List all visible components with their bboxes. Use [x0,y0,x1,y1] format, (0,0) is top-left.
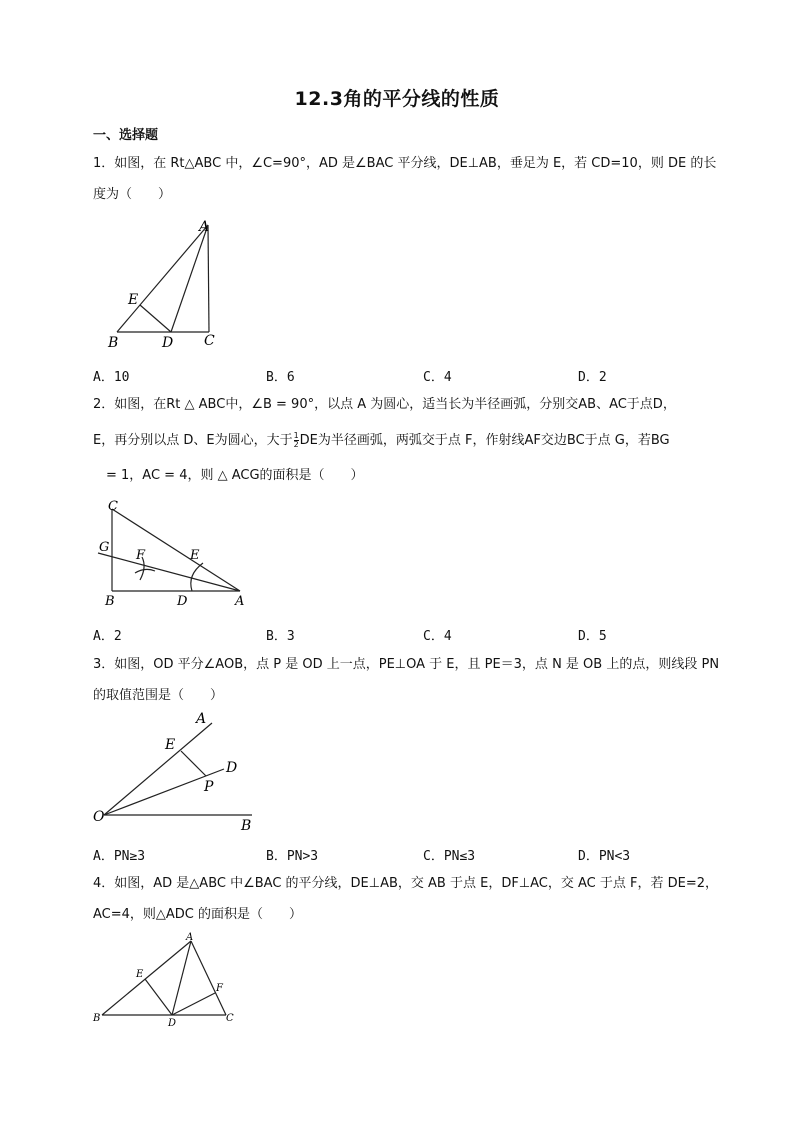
q1-option-b[interactable]: B．6 [266,370,295,385]
q1-option-d[interactable]: D．2 [578,370,607,385]
page-title: 12.3角的平分线的性质 [294,88,500,110]
q2-text-line2 [93,432,670,450]
q3-label-p: P [204,779,214,795]
q3-label-e: E [165,737,176,753]
q2-label-b: B [105,594,115,609]
q3-option-c[interactable]: C．PN≤3 [423,849,476,864]
q4-text-line2: AC=4，则△ADC 的面积是（ ） [93,907,303,922]
q4-label-f: F [216,983,223,994]
q2-frac-den: 2 [293,440,299,449]
q3-label-a: A [196,711,207,727]
q1-label-e: E [128,292,139,308]
q1-label-d: D [162,335,174,351]
q4-side-ac [191,941,226,1015]
q3-option-b[interactable]: B．PN>3 [266,849,319,864]
q1-bisector-ad [171,225,208,332]
q2-fraction [294,432,299,449]
q3-figure [90,706,265,834]
q2-frac-num: 1 [293,431,299,440]
q1-label-a: A [199,219,210,235]
q3-label-o: O [93,809,105,825]
q3-label-b: B [241,818,252,834]
q2-text-line2-part2: DE为半径画弧，两弧交于点 F，作射线AF交边BC于点 G，若BG [299,433,670,448]
q3-text-line1: 3．如图，OD 平分∠AOB，点 P 是 OD 上一点，PE⊥OA 于 E，且 PE＝3，点 N 是 OB 上的点，则线段 PN [93,657,720,672]
q1-label-c: C [204,333,215,349]
q2-text-line2-part1: E，再分别以点 D、E为圆心，大于 [93,433,293,448]
q1-option-c[interactable]: C．4 [423,370,452,385]
q2-arc-f2 [135,569,155,573]
q4-bisector-ad [172,941,191,1015]
q2-label-a: A [235,594,245,609]
q1-figure [100,215,230,355]
q4-text-line1: 4．如图，AD 是△ABC 中∠BAC 的平分线，DE⊥AB，交 AB 于点 E，DF⊥AC，交 AC 于点 F，若 DE=2， [93,876,719,891]
q4-perp-de [145,979,172,1015]
q1-side-ac [208,225,209,332]
q3-perp-pe [181,751,206,776]
q3-option-d[interactable]: D．PN<3 [578,849,631,864]
q4-label-c: C [226,1013,234,1024]
q1-text-line1: 1．如图，在 Rt△ABC 中，∠C=90°，AD 是∠BAC 平分线，DE⊥AB，垂足为 E，若 CD=10，则 DE 的长 [93,156,717,171]
q4-side-ab [102,941,191,1015]
q2-label-c: C [108,499,118,514]
q1-perp-de [140,305,171,332]
q1-option-a[interactable]: A．10 [93,370,130,385]
section-heading: 一、选择题 [93,128,159,143]
q2-option-b[interactable]: B．3 [266,629,295,644]
q1-label-b: B [108,335,119,351]
q4-label-b: B [93,1013,101,1024]
q4-label-e: E [136,969,144,980]
q2-option-c[interactable]: C．4 [423,629,452,644]
q3-option-a[interactable]: A．PN≥3 [93,849,146,864]
q2-label-d: D [177,594,188,609]
q3-text-line2: 的取值范围是（ ） [93,688,224,703]
q1-text-line2: 度为（ ） [93,187,172,202]
q2-text-line3: = 1，AC = 4，则 △ ACG的面积是（ ） [93,468,364,483]
q1-side-ab [117,225,208,332]
q3-label-d: D [226,760,238,776]
q2-arc-de [191,563,203,591]
q4-figure [90,930,240,1030]
q2-ray-ag [98,553,240,591]
q2-text-line1: 2．如图，在Rt △ ABC中，∠B = 90°，以点 A 为圆心，适当长为半径画弧，分别交AB、AC于点D， [93,397,676,412]
q2-option-a[interactable]: A．2 [93,629,122,644]
q4-perp-df [172,993,215,1015]
q2-label-f: F [136,548,146,563]
q2-figure [95,495,260,613]
q3-ray-oa [104,723,212,815]
q2-option-d[interactable]: D．5 [578,629,607,644]
q2-label-g: G [99,540,110,555]
q2-label-e: E [190,548,200,563]
q4-label-a: A [186,932,194,943]
q4-label-d: D [168,1018,177,1029]
q2-side-ca [112,509,240,591]
